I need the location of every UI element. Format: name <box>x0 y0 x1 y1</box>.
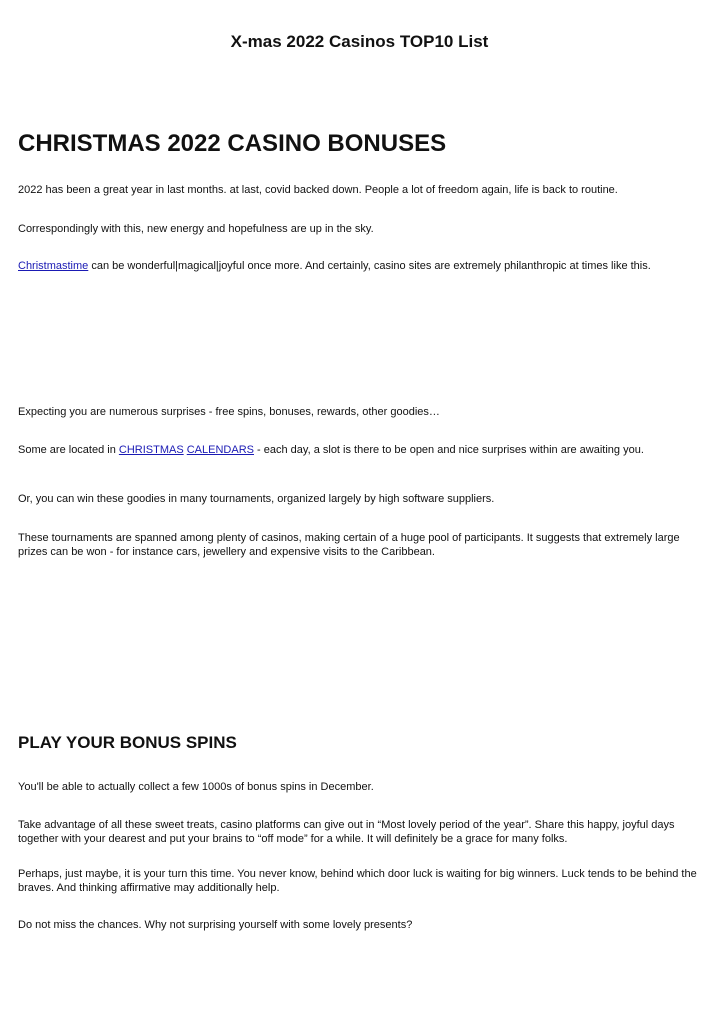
link-calendars[interactable]: CALENDARS <box>186 444 254 456</box>
paragraph-intro: 2022 has been a great year in last months. at last, covid backed down. People a lot of freedom again, life is back to routine. <box>18 184 618 196</box>
paragraph-collect-spins: You'll be able to actually collect a few 1000s of bonus spins in December. <box>18 781 374 793</box>
paragraph-tournaments: Or, you can win these goodies in many tournaments, organized largely by high software suppliers. <box>18 493 495 505</box>
paragraph-chances: Do not miss the chances. Why not surprising yourself with some lovely presents? <box>18 919 413 931</box>
section-heading-bonus-spins: PLAY YOUR BONUS SPINS <box>18 733 237 752</box>
paragraph-christmastime-text: can be wonderful|magical|joyful once more. And certainly, casino sites are extremely philanthropic at times like this. <box>88 260 651 272</box>
paragraph-calendars-before: Some are located in <box>18 444 119 456</box>
paragraph-calendars <box>18 443 698 457</box>
paragraph-luck: Perhaps, just maybe, it is your turn this time. You never know, behind which door luck is waiting for big winners. Luck tends to be behind the braves. And thinking affirmative may additionally help. <box>18 868 697 894</box>
paragraph-calendars-after: - each day, a slot is there to be open and nice surprises within are awaiting you. <box>253 444 644 456</box>
link-christmastime[interactable]: Christmastime <box>18 260 89 272</box>
paragraph-prizes: These tournaments are spanned among plenty of casinos, making certain of a huge pool of participants. It suggests that extremely large prizes can be won - for instance cars, jewellery and expensive visits to the Caribbean. <box>18 532 680 558</box>
section-heading-christmas-bonuses: CHRISTMAS 2022 CASINO BONUSES <box>18 130 447 157</box>
paragraph-christmastime <box>18 259 698 273</box>
paragraph-sweet-treats: Take advantage of all these sweet treats, casino platforms can give out in “Most lovely period of the year”. Share this happy, joyful days together with your dearest and put your brains to “off mode” for a while. It will definitely be a grace for many folks. <box>18 819 675 845</box>
paragraph-hopefulness: Correspondingly with this, new energy and hopefulness are up in the sky. <box>18 223 374 235</box>
document-header-title: X-mas 2022 Casinos TOP10 List <box>230 32 489 51</box>
link-christmas[interactable]: CHRISTMAS <box>118 444 184 456</box>
paragraph-surprises: Expecting you are numerous surprises - free spins, bonuses, rewards, other goodies… <box>18 406 440 418</box>
